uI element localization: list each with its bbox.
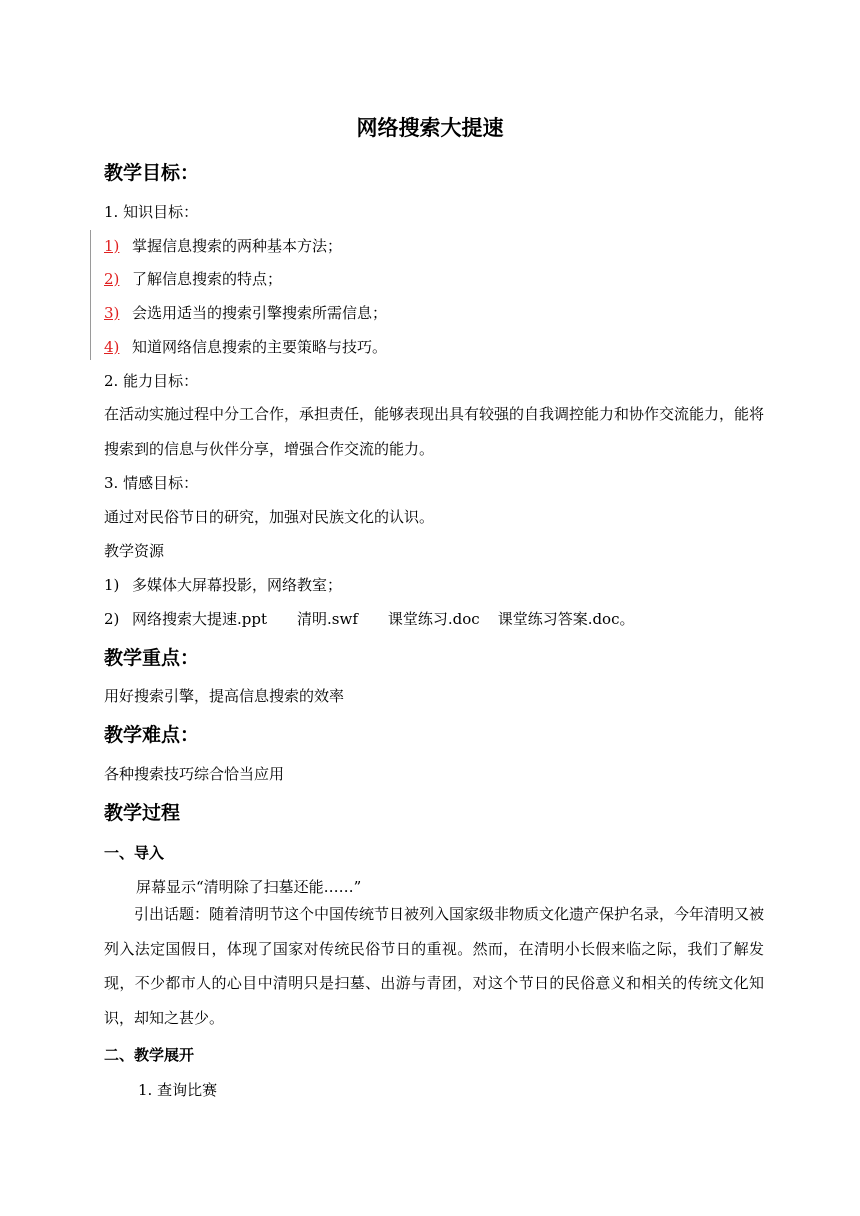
- resource-file-answer-doc: 课堂练习答案.doc。: [497, 610, 635, 628]
- knowledge-item-text: 掌握信息搜索的两种基本方法；: [132, 237, 343, 255]
- document-title: 网络搜索大提速: [356, 116, 504, 140]
- difficulty-text: 各种搜索技巧综合恰当应用: [104, 765, 285, 783]
- resource-file-swf: 清明.swf: [297, 610, 358, 628]
- resource-file-ppt: 网络搜索大提速.ppt: [132, 610, 268, 628]
- resource-marker: 2): [104, 610, 120, 628]
- key-point-text: 用好搜索引擎，提高信息搜索的效率: [104, 687, 345, 705]
- resource-file-doc: 课堂练习.doc: [387, 610, 480, 628]
- knowledge-item-1: [104, 235, 764, 257]
- resource-item-2: [104, 608, 764, 630]
- objectives-heading: 教学目标：: [104, 162, 200, 184]
- process-heading: 教学过程: [104, 802, 181, 824]
- emotion-label: 3. 情感目标：: [104, 474, 199, 492]
- ability-label: 2. 能力目标：: [104, 372, 199, 390]
- revision-marker: 2): [104, 270, 120, 288]
- revision-marker: 3): [104, 304, 120, 322]
- develop-heading: 二、教学展开: [104, 1046, 195, 1064]
- resources-heading: 教学资源: [104, 542, 165, 560]
- key-point-heading: 教学重点：: [104, 647, 200, 669]
- revision-marker: 4): [104, 338, 120, 356]
- emotion-text: 通过对民俗节日的研究，加强对民族文化的认识。: [104, 508, 435, 526]
- resource-item-1: [104, 574, 764, 596]
- intro-screen-text: 屏幕显示“清明除了扫墓还能……”: [136, 878, 362, 896]
- resource-marker: 1): [104, 576, 120, 594]
- knowledge-item-text: 了解信息搜索的特点；: [132, 270, 283, 288]
- knowledge-item-2: [104, 268, 764, 290]
- knowledge-item-text: 知道网络信息搜索的主要策略与技巧。: [132, 338, 388, 356]
- knowledge-item-4: [104, 336, 764, 358]
- intro-lead-text: 引出话题：随着清明节这个中国传统节日被列入国家级非物质文化遗产保护名录，今年清明又被列入法定国假日，体现了国家对传统民俗节日的重视。然而，在清明小长假来临之际，我们了解发现，不少都市人的心目中清明只是扫墓、出游与青团，对这个节日的民俗意义和相关的传统文化知识，却知之甚少。: [104, 905, 765, 1027]
- intro-heading: 一、导入: [104, 844, 165, 862]
- knowledge-item-3: [104, 302, 764, 324]
- difficulty-heading: 教学难点：: [104, 724, 200, 746]
- revision-marker: 1): [104, 237, 120, 255]
- revision-change-bar: [90, 230, 91, 360]
- ability-text: 在活动实施过程中分工合作，承担责任，能够表现出具有较强的自我调控能力和协作交流能力，能将搜索到的信息与伙伴分享，增强合作交流的能力。: [104, 405, 765, 458]
- knowledge-item-text: 会选用适当的搜索引擎搜索所需信息；: [132, 304, 388, 322]
- develop-item-1: 1. 查询比赛: [138, 1081, 218, 1099]
- knowledge-label: 1. 知识目标：: [104, 203, 199, 221]
- resource-text: 多媒体大屏幕投影，网络教室；: [132, 576, 343, 594]
